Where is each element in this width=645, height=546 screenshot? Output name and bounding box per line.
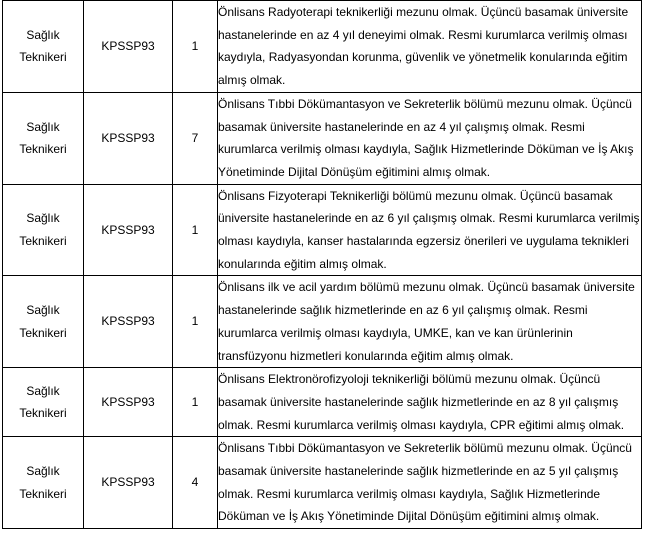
position-title-cell bbox=[3, 184, 84, 276]
position-title-cell bbox=[3, 92, 84, 184]
position-count-cell: 1 bbox=[173, 184, 218, 276]
exam-code-cell: KPSSP93 bbox=[84, 276, 173, 368]
table-row bbox=[3, 437, 642, 529]
position-title-cell bbox=[3, 1, 84, 93]
position-count-cell: 1 bbox=[173, 1, 218, 93]
position-title: Sağlık Teknikeri bbox=[19, 27, 67, 65]
requirement-cell: Önlisans Elektronörofizyoloji teknikerliği bölümü mezunu olmak. Üçüncü basamak üniversite hastanelerinde sağlık hizmetlerinde en az 8 yıl çalışmış olmak. Resmi kurumlarca verilmiş olması kaydıyla, CPR eğitimi almış olmak. bbox=[218, 368, 642, 437]
position-title: Sağlık Teknikeri bbox=[19, 211, 67, 249]
exam-code-cell: KPSSP93 bbox=[84, 437, 173, 529]
table-row bbox=[3, 92, 642, 184]
requirement-cell: Önlisans Fizyoterapi Teknikerliği bölümü mezunu olmak. Üçüncü basamak üniversite hastanelerinde en az 6 yıl çalışmış olmak. Resmi kurumlarca verilmiş olması kaydıyla, kanser hastalarında egzersiz önerileri ve uygulama teknikleri konularında eğitim almış olmak. bbox=[218, 184, 642, 276]
table-row bbox=[3, 1, 642, 93]
table-row bbox=[3, 276, 642, 368]
position-title: Sağlık Teknikeri bbox=[19, 464, 67, 501]
table-row bbox=[3, 184, 642, 276]
requirement-cell: Önlisans ilk ve acil yardım bölümü mezunu olmak. Üçüncü basamak üniversite hastanelerinde sağlık hizmetlerinde en az 6 yıl çalışmış olmak. Resmi kurumlarca verilmiş olması kaydıyla, UMKE, kan ve kan ürünlerinin transfüzyonu hizmetleri konularında eğitim almış olmak. bbox=[218, 276, 642, 368]
position-count-cell: 4 bbox=[173, 437, 218, 529]
table-row bbox=[3, 368, 642, 437]
position-title: Sağlık Teknikeri bbox=[19, 119, 67, 157]
position-title: Sağlık Teknikeri bbox=[19, 303, 67, 340]
requirement-cell: Önlisans Radyoterapi teknikerliği mezunu olmak. Üçüncü basamak üniversite hastanelerinde en az 4 yıl deneyimi olmak. Resmi kurumlarca verilmiş olması kaydıyla, Radyasyondan korunma, güvenlik ve yönetmelik konularında eğitim almış olmak. bbox=[218, 1, 642, 93]
exam-code-cell: KPSSP93 bbox=[84, 1, 173, 93]
position-title-cell bbox=[3, 437, 84, 529]
position-count-cell: 7 bbox=[173, 92, 218, 184]
exam-code-cell: KPSSP93 bbox=[84, 184, 173, 276]
exam-code-cell: KPSSP93 bbox=[84, 368, 173, 437]
position-title-cell bbox=[3, 276, 84, 368]
exam-code-cell: KPSSP93 bbox=[84, 92, 173, 184]
requirement-cell: Önlisans Tıbbi Dökümantasyon ve Sekreterlik bölümü mezunu olmak. Üçüncü basamak üniversite hastanelerinde en az 4 yıl çalışmış olmak. Resmi kurumlarca verilmiş olması kaydıyla, Sağlık Hizmetlerinde Döküman ve İş Akış Yönetiminde Dijital Dönüşüm eğitimini almış olmak. bbox=[218, 92, 642, 184]
position-count-cell: 1 bbox=[173, 368, 218, 437]
position-title-cell bbox=[3, 368, 84, 437]
position-count-cell: 1 bbox=[173, 276, 218, 368]
positions-table bbox=[2, 0, 642, 529]
position-title: Sağlık Teknikeri bbox=[19, 383, 67, 421]
requirement-cell: Önlisans Tıbbi Dökümantasyon ve Sekreterlik bölümü mezunu olmak. Üçüncü basamak üniversite hastanelerinde sağlık hizmetlerinde en az 5 yıl çalışmış olmak. Resmi kurumlarca verilmiş olması kaydıyla, Sağlık Hizmetlerinde Döküman ve İş Akış Yönetiminde Dijital Dönüşüm eğitimini almış olmak. bbox=[218, 437, 642, 529]
